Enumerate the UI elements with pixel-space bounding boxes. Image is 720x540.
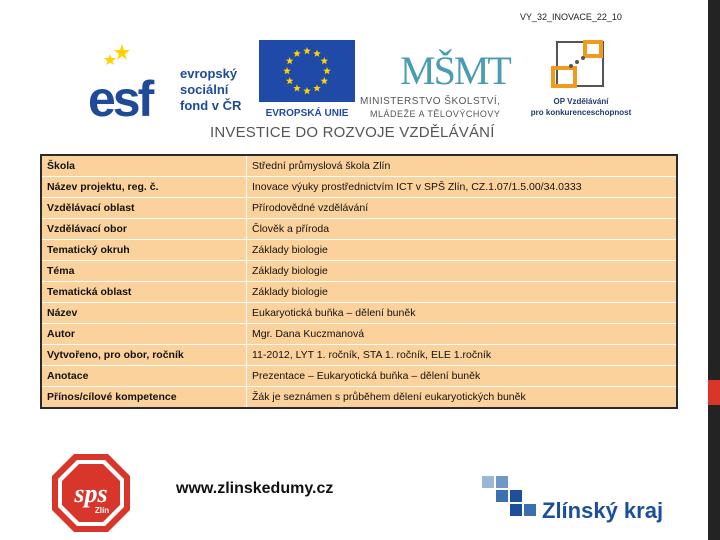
table-row xyxy=(41,387,677,409)
table-row xyxy=(41,324,677,345)
op-line2: pro konkurenceschopnost xyxy=(530,108,632,117)
row-value: Člověk a příroda xyxy=(247,219,678,240)
row-value: Střední průmyslová škola Zlín xyxy=(247,155,678,177)
row-label: Tematický okruh xyxy=(41,240,247,261)
website-link[interactable]: www.zlinskedumy.cz xyxy=(176,480,334,497)
row-value: Žák je seznámen s průběhem dělení eukaryotických buněk xyxy=(247,387,678,409)
accent-marker xyxy=(708,380,720,405)
row-value: Eukaryotická buňka – dělení buněk xyxy=(247,303,678,324)
row-label: Přínos/cílové kompetence xyxy=(41,387,247,409)
table-row xyxy=(41,303,677,324)
investment-subtitle: INVESTICE DO ROZVOJE VZDĚLÁVÁNÍ xyxy=(210,124,495,141)
eu-caption: EVROPSKÁ UNIE xyxy=(265,108,349,119)
msmt-logo xyxy=(360,38,520,120)
msmt-line1: MINISTERSTVO ŠKOLSTVÍ, xyxy=(360,96,501,107)
table-row xyxy=(41,155,677,177)
row-label: Téma xyxy=(41,261,247,282)
table-row xyxy=(41,240,677,261)
table-row xyxy=(41,345,677,366)
right-edge-bar xyxy=(708,0,720,540)
esf-letters: esf xyxy=(88,71,152,120)
eu-flag-logo xyxy=(258,40,356,120)
esf-line3: fond v ČR xyxy=(180,98,242,113)
row-value: Inovace výuky prostřednictvím ICT v SPŠ Zlín, CZ.1.07/1.5.00/34.0333 xyxy=(247,177,678,198)
row-label: Autor xyxy=(41,324,247,345)
op-line1: OP Vzdělávání xyxy=(553,97,609,106)
sps-zlin-logo xyxy=(50,452,132,534)
project-info-table xyxy=(40,154,678,409)
table-row xyxy=(41,198,677,219)
table-row xyxy=(41,219,677,240)
row-value: 11-2012, LYT 1. ročník, STA 1. ročník, ELE 1.ročník xyxy=(247,345,678,366)
row-label: Vzdělávací oblast xyxy=(41,198,247,219)
zk-squares-icon xyxy=(482,476,536,516)
esf-line2: sociální xyxy=(180,82,229,97)
row-label: Název xyxy=(41,303,247,324)
op-vzdelavani-logo xyxy=(527,38,635,120)
table-row xyxy=(41,282,677,303)
document-code: VY_32_INOVACE_22_10 xyxy=(520,12,622,22)
row-value: Přírodovědné vzdělávání xyxy=(247,198,678,219)
zlinsky-kraj-logo xyxy=(482,474,682,528)
esf-stars xyxy=(104,44,130,65)
row-value: Základy biologie xyxy=(247,240,678,261)
row-label: Název projektu, reg. č. xyxy=(41,177,247,198)
row-value: Prezentace – Eukaryotická buňka – dělení buněk xyxy=(247,366,678,387)
row-label: Tematická oblast xyxy=(41,282,247,303)
table-row xyxy=(41,177,677,198)
row-label: Anotace xyxy=(41,366,247,387)
row-label: Vytvořeno, pro obor, ročník xyxy=(41,345,247,366)
esf-line1: evropský xyxy=(180,66,238,81)
row-value: Základy biologie xyxy=(247,282,678,303)
sps-sub: Zlín xyxy=(94,506,110,515)
sps-letters: sps xyxy=(74,479,108,508)
table-row xyxy=(41,261,677,282)
row-value: Mgr. Dana Kuczmanová xyxy=(247,324,678,345)
esf-logo xyxy=(86,40,246,120)
row-label: Vzdělávací obor xyxy=(41,219,247,240)
row-label: Škola xyxy=(41,155,247,177)
msmt-line2: MLÁDEŽE A TĚLOVÝCHOVY xyxy=(370,109,501,119)
row-value: Základy biologie xyxy=(247,261,678,282)
table-row xyxy=(41,366,677,387)
zk-text: Zlínský kraj xyxy=(542,498,664,523)
msmt-letters: MŠMT xyxy=(400,48,510,93)
